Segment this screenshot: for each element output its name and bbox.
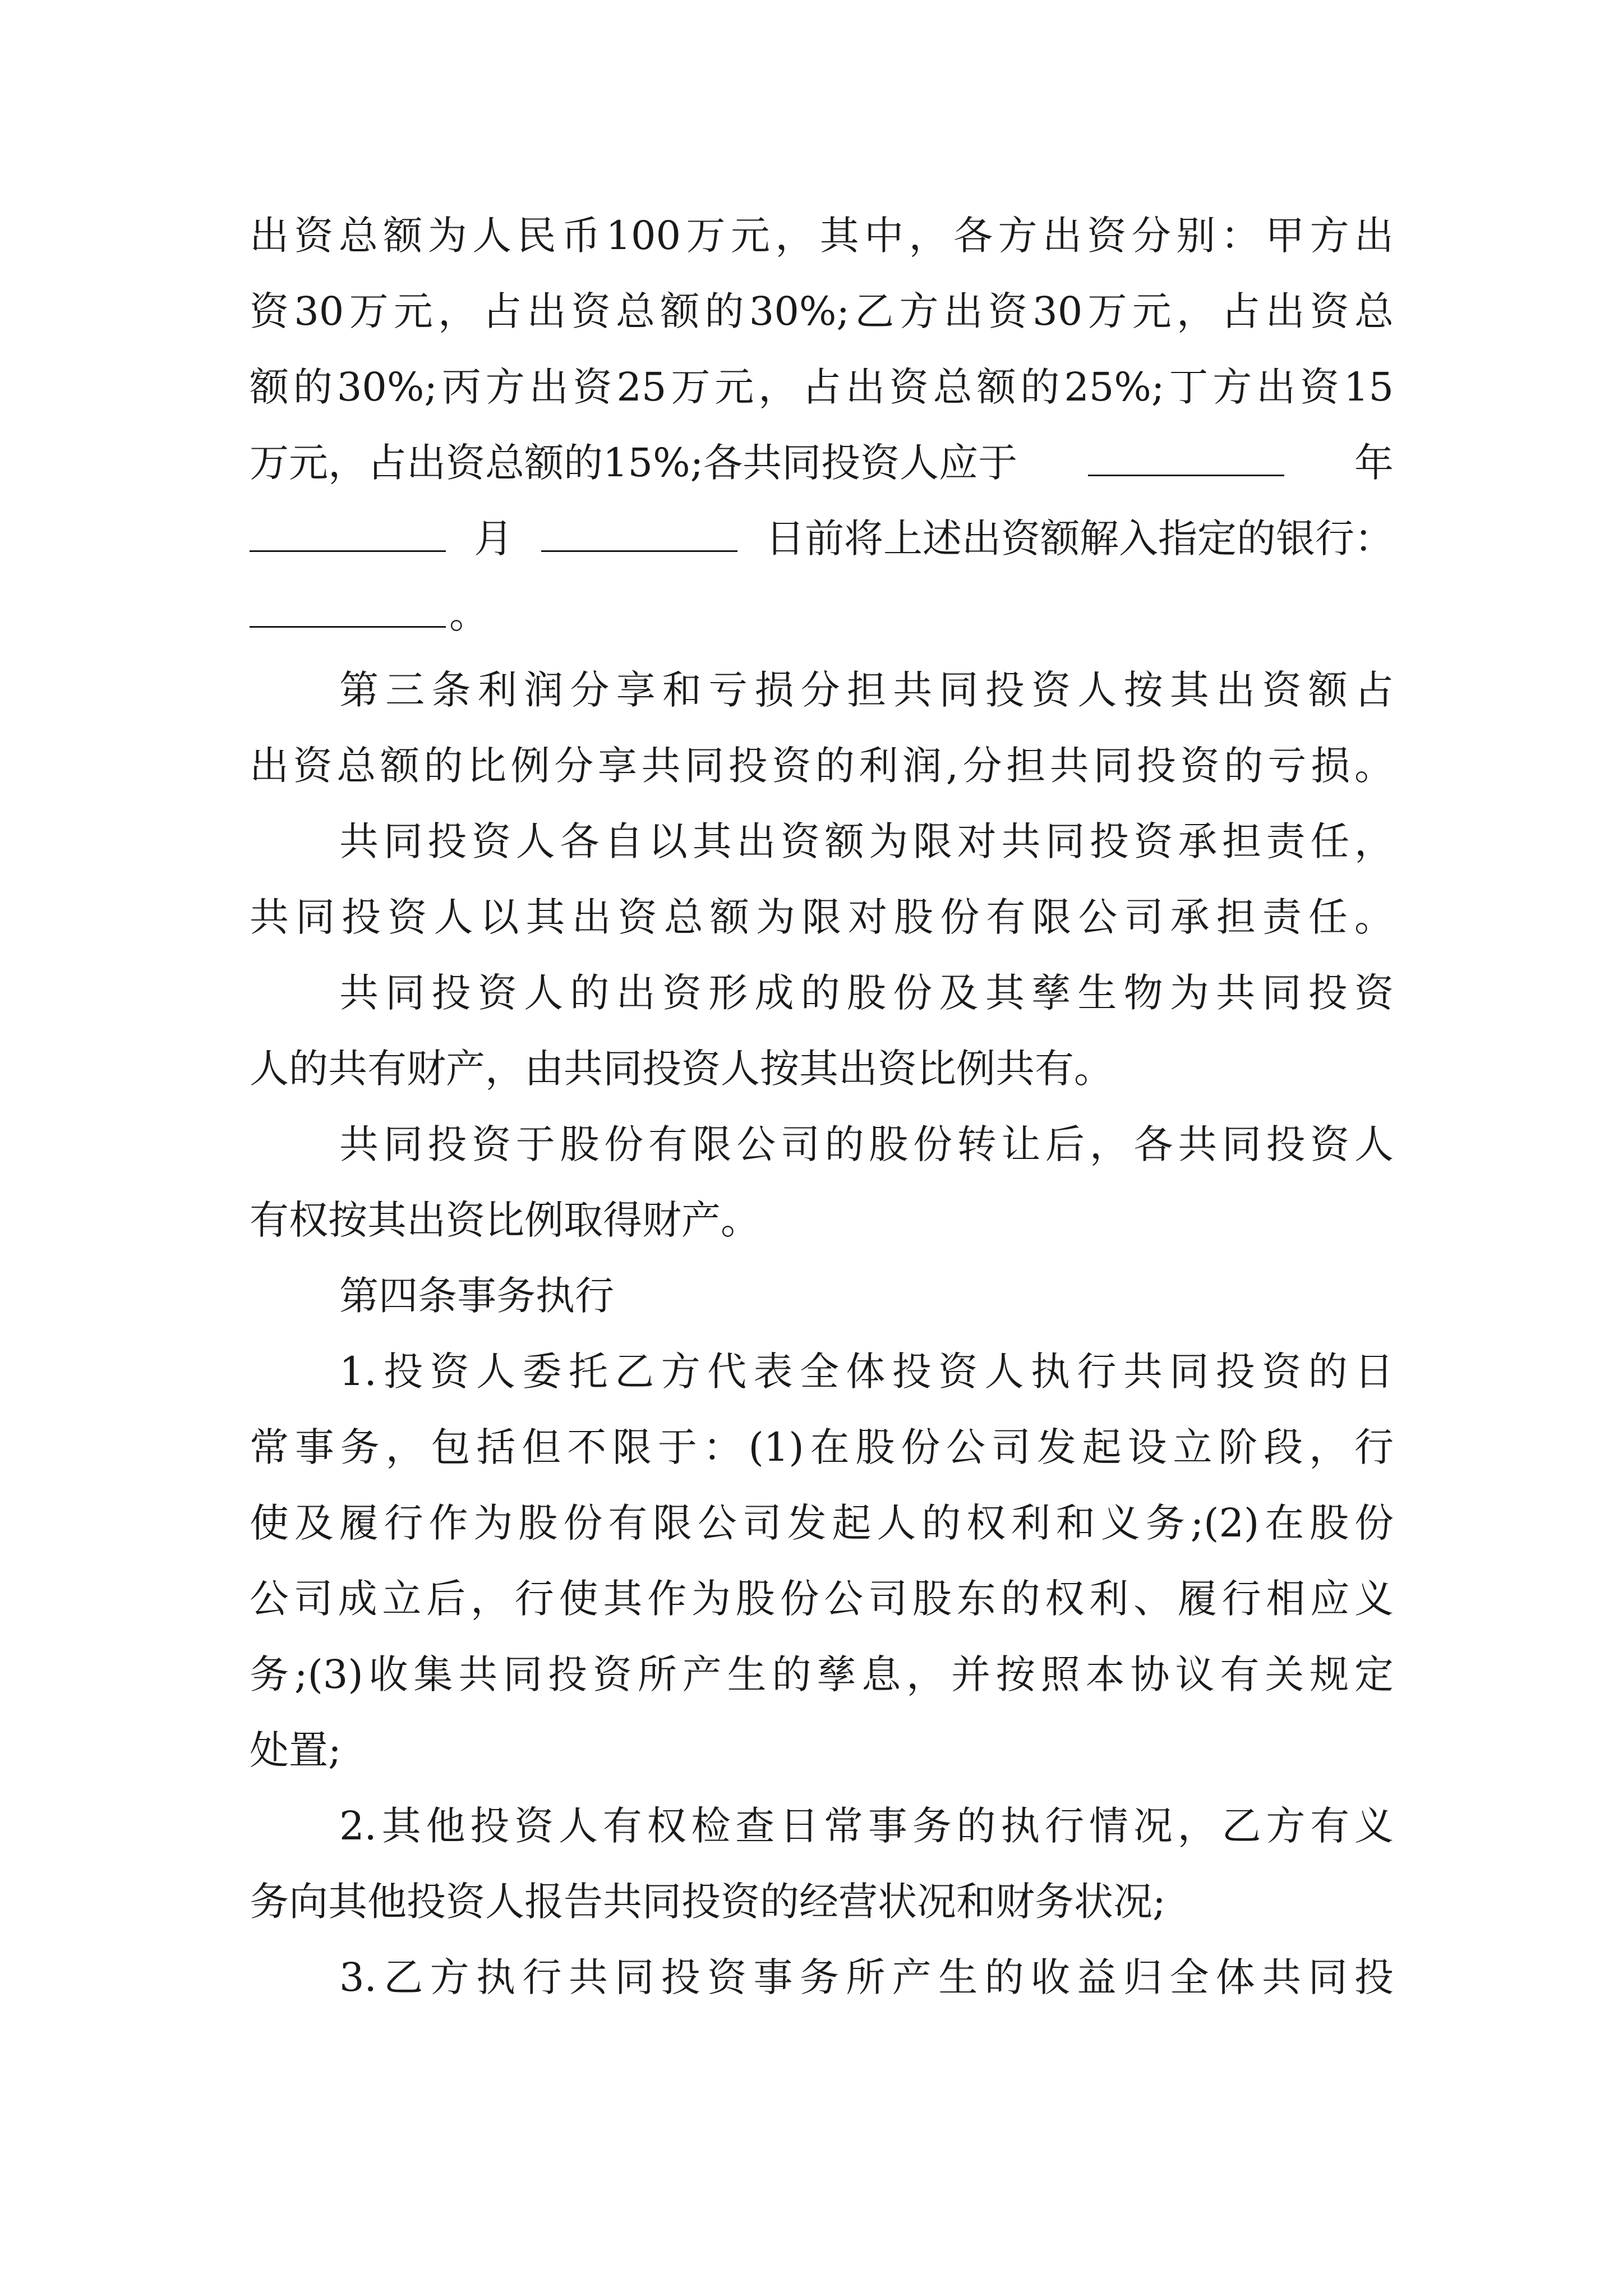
text-line: 使及履行作为股份有限公司发起人的权利和义务;(2)在股份 bbox=[250, 1500, 1394, 1546]
text-line: 2.其他投资人有权检查日常事务的执行情况，乙方有义 bbox=[339, 1803, 1394, 1849]
fill-in-blank-year bbox=[1088, 435, 1284, 476]
text-fragment: 月 bbox=[474, 516, 513, 562]
text-fragment: 日前将上述出资额解入指定的银行： bbox=[766, 516, 1394, 562]
text-line: 额的30%;丙方出资25万元，占出资总额的25%;丁方出资15 bbox=[250, 364, 1394, 410]
text-fragment: 年 bbox=[1354, 440, 1394, 486]
text-line: 1.投资人委托乙方代表全体投资人执行共同投资的日 bbox=[339, 1349, 1394, 1395]
text-line-with-blank bbox=[250, 505, 1394, 572]
fill-in-blank-day bbox=[541, 511, 737, 552]
text-line: 共同投资人的出资形成的股份及其孳生物为共同投资 bbox=[339, 970, 1394, 1016]
fill-in-blank-bank bbox=[250, 587, 446, 628]
text-line: 出资总额为人民币100万元，其中，各方出资分别：甲方出 bbox=[250, 213, 1394, 259]
text-line: 第三条利润分享和亏损分担共同投资人按其出资额占 bbox=[339, 667, 1394, 713]
text-line: 资30万元，占出资总额的30%;乙方出资30万元，占出资总 bbox=[250, 288, 1394, 334]
text-line-with-blank bbox=[250, 429, 1394, 496]
text-line: 共同投资人各自以其出资额为限对共同投资承担责任， bbox=[339, 818, 1394, 864]
text-line: 公司成立后，行使其作为股份公司股东的权利、履行相应义 bbox=[250, 1576, 1394, 1622]
text-line: 3.乙方执行共同投资事务所产生的收益归全体共同投 bbox=[339, 1954, 1394, 2000]
text-fragment: 。 bbox=[449, 591, 488, 637]
fill-in-blank-month bbox=[250, 511, 446, 552]
text-line: 处置; bbox=[250, 1727, 342, 1773]
text-line: 务;(3)收集共同投资所产生的孳息，并按照本协议有关规定 bbox=[250, 1651, 1394, 1697]
text-line-with-blank bbox=[250, 581, 1394, 648]
text-line: 有权按其出资比例取得财产。 bbox=[250, 1197, 760, 1243]
section-heading: 第四条事务执行 bbox=[339, 1273, 614, 1319]
text-line: 共同投资人以其出资总额为限对股份有限公司承担责任。 bbox=[250, 894, 1394, 940]
text-line: 人的共有财产，由共同投资人按其出资比例共有。 bbox=[250, 1046, 1113, 1092]
text-line: 常事务，包括但不限于：(1)在股份公司发起设立阶段，行 bbox=[250, 1424, 1394, 1470]
text-line: 务向其他投资人报告共同投资的经营状况和财务状况; bbox=[250, 1879, 1166, 1925]
text-line: 共同投资于股份有限公司的股份转让后，各共同投资人 bbox=[339, 1121, 1394, 1167]
text-fragment: 万元，占出资总额的15%;各共同投资人应于 bbox=[250, 440, 1018, 486]
text-line: 出资总额的比例分享共同投资的利润,分担共同投资的亏损。 bbox=[250, 743, 1394, 789]
